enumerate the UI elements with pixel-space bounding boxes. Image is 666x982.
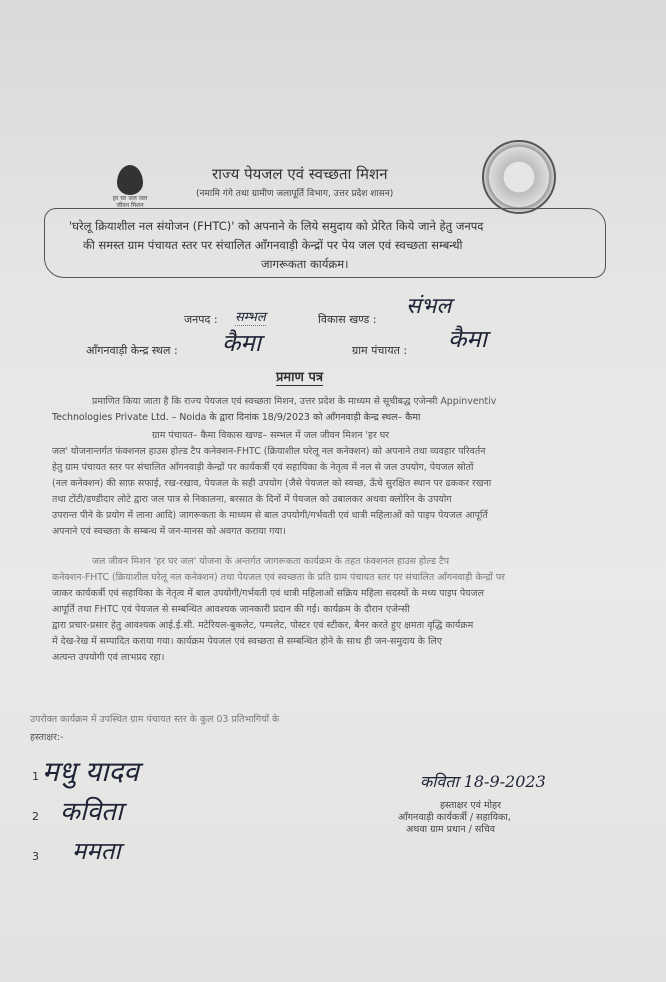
sig-line-3: अथवा ग्राम प्रधान / सचिव [406, 824, 496, 835]
banner-line-2: की समस्त ग्राम पंचायत स्तर पर संचालित ऑंगनवाड़ी केन्द्रों पर पेय जल एवं स्वच्छता सम्बन्धी [83, 238, 463, 252]
p1-line-0: प्रमाणित किया जाता है कि राज्य पेयजल एवं स्वच्छता मिशन, उत्तर प्रदेश के माध्यम से सूचीबद्ध एजेन्सी Appinventiv [92, 396, 497, 407]
participant-3-signature: ममता [72, 837, 121, 865]
anganwadi-label: ऑंगनवाड़ी केन्द्र स्थल : [86, 344, 178, 357]
org-title: राज्य पेयजल एवं स्वच्छता मिशन [212, 165, 388, 183]
sig-line-2: ऑंगनवाड़ी कार्यकर्त्री / सहायिका, [398, 812, 511, 823]
anganwadi-value: कैमा [222, 329, 261, 357]
water-drop-icon [117, 165, 143, 195]
logo-caption: हर घर जल जल जीवन मिशन [112, 195, 148, 209]
participant-2-signature: कविता [60, 797, 123, 827]
program-banner [44, 208, 606, 278]
p2-line-4: द्वारा प्रचार-प्रसार हेतु आवश्यक आई.ई.सी. मटेरियल-बुकलेट, पम्पलेट, पोस्टर एवं स्टीकर, बैनर करते हुए क्षमता वृद्धि कार्यक्रम [52, 620, 474, 631]
p3-line-1: हस्ताक्षर:- [30, 732, 64, 743]
p2-line-1: कनेक्शन-FHTC (क्रियाशील घरेलू नल कनेक्शन) तथा पेयजल एवं स्वच्छता के प्रति ग्राम पंचायत स्तर पर संचालित ऑंगनवाड़ी केन्द्रों पर [52, 572, 505, 583]
block-value: संभल [406, 294, 452, 319]
org-subtitle: (नमामि गंगे तथा ग्रामीण जलापूर्ति विभाग, उत्तर प्रदेश शासन) [196, 189, 394, 199]
sig-line-1: हस्ताक्षर एवं मोहर [440, 800, 501, 811]
p1-line-4: हेतु ग्राम पंचायत स्तर पर संचालित ऑंगनवाड़ी केन्द्रों पर कार्यकर्त्री एवं सहायिका के नेतृत्व में नल से जल उपयोग, पेयजल स्रोतों [52, 462, 474, 473]
panchayat-value: कैमा [448, 325, 487, 353]
district-label: जनपद : [184, 313, 218, 326]
banner-line-3: जागरूकता कार्यक्रम। [261, 257, 349, 271]
p1-line-1: Technologies Private Ltd. – Noida के द्वारा दिनांक 18/9/2023 को ऑंगनवाड़ी केन्द्र स्थल– कैमा [52, 412, 421, 423]
p2-line-5: में देख-रेख में सम्पादित कराया गया। कार्यक्रम पेयजल एवं स्वच्छता से सम्बन्धित होने के साथ ही जन-समुदाय के लिए [52, 636, 442, 647]
signature-block [398, 800, 511, 836]
p2-line-3: आपूर्ति तथा FHTC एवं पेयजल से सम्बन्धित आवश्यक जानकारी प्रदान की गई। कार्यक्रम के दौरान एजेन्सी [52, 604, 410, 615]
block-label: विकास खण्ड : [318, 313, 377, 326]
district-value: सम्भल [235, 307, 266, 326]
p1-line-6: तथा टोंटी/डण्डीदार लोटे द्वारा जल पात्र से निकालना, बरसात के दिनों में पेयजल को उबालकर अथवा क्लोरिन के उपयोग [52, 494, 452, 505]
participant-3-number: 3 [32, 850, 39, 863]
p2-line-2: जाकर कार्यकर्त्री एवं सहायिका के नेतृत्व में बाल उपयोगी/गर्भवती एवं धात्री महिलाओं सक्रिय महिला सदस्यों के मध्य पाइप पेयजल [52, 588, 484, 599]
up-government-seal-icon [482, 140, 556, 214]
p2-line-0: जल जीवन मिशन 'हर घर जल' योजना के अन्तर्गत जागरूकता कार्यक्रम के तहत फंक्शनल हाउस होल्ड टैप [92, 556, 450, 567]
p1-line-3: जल' योजनान्तर्गत फंक्शनल हाउस होल्ड टैप कनेक्शन-FHTC (क्रियाशील घरेलू नल कनेक्शन) को अपनाने तथा व्यवहार परिवर्तन [52, 446, 486, 457]
banner-line-1: 'घरेलू क्रियाशील नल संयोजन (FHTC)' को अपनाने के लिये समुदाय को प्रेरित किये जाने हेतु जनपद [69, 219, 484, 233]
participant-1-signature: मधु यादव [42, 755, 139, 788]
p1-line-7: उपरान्त पीने के प्रयोग में लाना आदि) जागरूकता के माध्यम से बाल उपयोगी/गर्भवती एवं धात्री महिलाओं को पाइप पेयजल आपूर्ति [52, 510, 488, 521]
p1-line-2: ग्राम पंचायत– कैमा विकास खण्ड– सम्भल में जल जीवन मिशन 'हर घर [152, 430, 390, 441]
participant-1-number: 1 [32, 770, 39, 783]
panchayat-label: ग्राम पंचायत : [352, 344, 408, 357]
p1-line-8: अपनाने एवं स्वच्छता के सम्बन्ध में जन-मानस को अवगत कराया गया। [52, 526, 286, 537]
p2-line-6: अत्यन्त उपयोगी एवं लाभप्रद रहा। [52, 652, 165, 663]
official-signature: कविता 18-9-2023 [420, 772, 546, 791]
participant-2-number: 2 [32, 810, 39, 823]
p3-line-0: उपरोक्त कार्यक्रम में उपस्थित ग्राम पंचायत स्तर के कुल 03 प्रतिभागियों के [30, 714, 280, 725]
certificate-heading: प्रमाण पत्र [276, 367, 323, 386]
p1-line-5: (नल कनेक्शन) की साफ़ सफाई, रख-रखाव, पेयजल के सही उपयोग (जैसे पेयजल को स्वच्छ, ऊँचे सुरक्षित स्थान पर ढककर रखना [52, 478, 492, 489]
